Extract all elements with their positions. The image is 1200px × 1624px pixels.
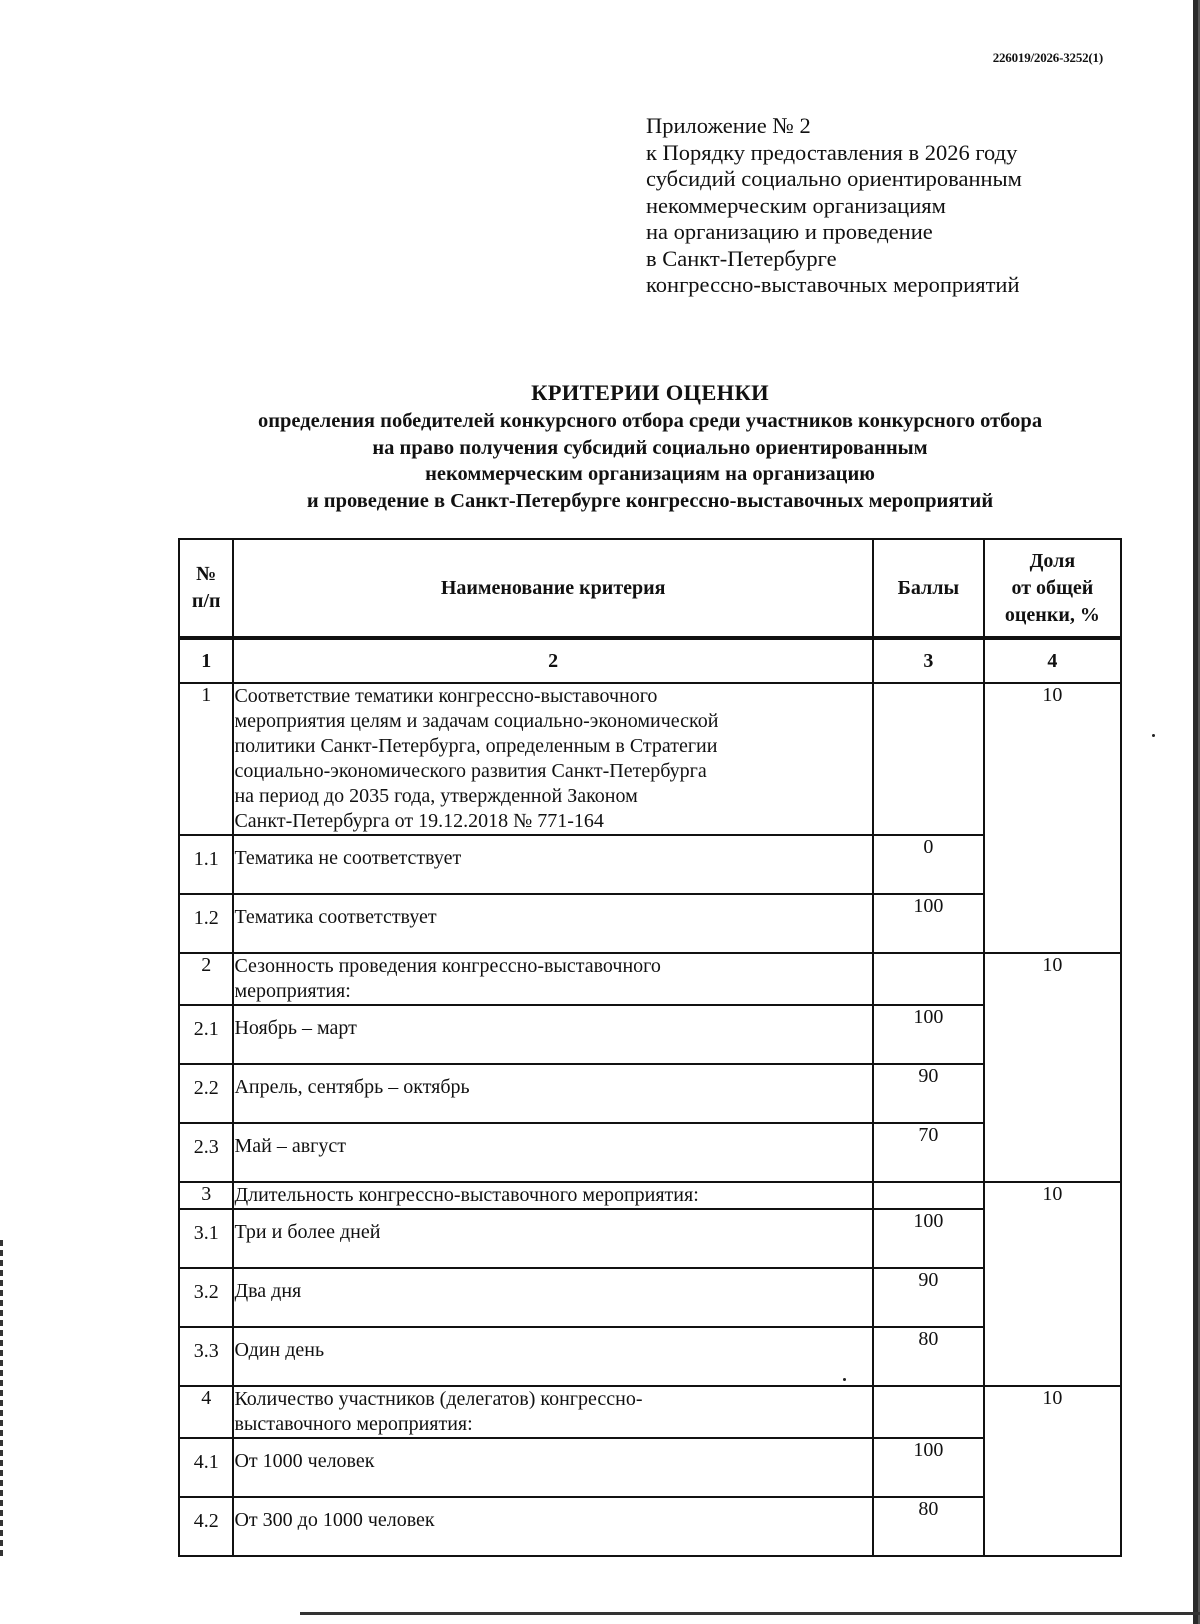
item-num: 1.1	[179, 835, 233, 894]
appendix-line: конгрессно-выставочных мероприятий	[646, 272, 1020, 297]
title-line: определения победителей конкурсного отбора среди участников конкурсного отбора	[257, 410, 1043, 432]
criterion-num: 2	[179, 953, 233, 1005]
item-name: Один день	[233, 1327, 872, 1386]
criterion-points	[873, 1386, 984, 1438]
header-num	[179, 539, 233, 638]
column-number: 3	[873, 638, 984, 683]
criterion-item-row	[179, 1497, 1121, 1556]
item-name: Тематика соответствует	[233, 894, 872, 953]
appendix-line: к Порядку предоставления в 2026 году	[646, 139, 1018, 165]
criterion-name	[233, 683, 872, 835]
criterion-item-row	[179, 1064, 1121, 1123]
item-points: 100	[873, 894, 984, 953]
title-line: некоммерческим организациям на организацию	[425, 463, 875, 485]
criterion-name	[233, 1386, 872, 1438]
criterion-item-row	[179, 1123, 1121, 1182]
criterion-share: 10	[984, 1182, 1121, 1386]
header-name: Наименование критерия	[233, 539, 872, 638]
criterion-item-row	[179, 894, 1121, 953]
criterion-num: 3	[179, 1182, 233, 1209]
item-points: 100	[873, 1438, 984, 1497]
item-points: 100	[873, 1209, 984, 1268]
criterion-share: 10	[984, 683, 1121, 953]
item-name: Май – август	[233, 1123, 872, 1182]
appendix-line: в Санкт-Петербурге	[646, 245, 837, 271]
column-number: 1	[179, 638, 233, 683]
header-num-line: №	[196, 563, 217, 585]
criterion-name-line: выставочного мероприятия:	[234, 1413, 473, 1435]
appendix-line: субсидий социально ориентированным	[646, 166, 1022, 191]
criterion-item-row	[179, 1327, 1121, 1386]
scan-edge-left	[0, 1240, 3, 1560]
item-points: 90	[873, 1064, 984, 1123]
criterion-row	[179, 683, 1121, 835]
appendix-line: Приложение № 2	[646, 113, 811, 138]
item-points: 70	[873, 1123, 984, 1182]
header-share	[984, 539, 1121, 638]
title-line: и проведение в Санкт-Петербурге конгрессно-выставочных мероприятий	[306, 489, 994, 512]
item-num: 2.2	[179, 1064, 233, 1123]
criterion-item-row	[179, 1438, 1121, 1497]
criterion-points	[873, 953, 984, 1005]
criterion-points	[873, 683, 984, 835]
appendix-block	[646, 113, 1022, 299]
criterion-name-line: мероприятия целям и задачам социально-экономической	[234, 710, 719, 732]
item-name: От 300 до 1000 человек	[233, 1497, 872, 1556]
column-numbers-row	[179, 638, 1121, 683]
criterion-name-line: Количество участников (делегатов) конгрессно-	[234, 1388, 643, 1410]
criterion-item-row	[179, 1268, 1121, 1327]
appendix-line: на организацию и проведение	[646, 219, 933, 244]
criterion-name-line: на период до 2035 года, утвержденной Законом	[234, 785, 638, 807]
item-num: 4.2	[179, 1497, 233, 1556]
criterion-name-line: Длительность конгрессно-выставочного мероприятия:	[234, 1184, 699, 1206]
item-name: Тематика не соответствует	[233, 835, 872, 894]
criterion-name-line: Сезонность проведения конгрессно-выставочного	[234, 955, 661, 977]
criterion-name-line: политики Санкт-Петербурга, определенным в Стратегии	[234, 735, 718, 757]
criterion-row	[179, 1386, 1121, 1438]
scan-edge-right	[1190, 0, 1200, 1624]
criterion-item-row	[179, 835, 1121, 894]
item-num: 4.1	[179, 1438, 233, 1497]
item-num: 3.2	[179, 1268, 233, 1327]
criterion-num: 4	[179, 1386, 233, 1438]
criterion-points	[873, 1182, 984, 1209]
criterion-name	[233, 1182, 872, 1209]
scan-line-bottom	[300, 1612, 1200, 1615]
appendix-line: некоммерческим организациям	[646, 192, 946, 218]
criterion-name-line: Санкт-Петербурга от 19.12.2018 № 771-164	[234, 810, 604, 832]
item-name: От 1000 человек	[233, 1438, 872, 1497]
item-num: 2.3	[179, 1123, 233, 1182]
item-num: 3.3	[179, 1327, 233, 1386]
criterion-num: 1	[179, 683, 233, 835]
header-share-line: Доля	[1029, 549, 1076, 572]
item-points: 0	[873, 835, 984, 894]
criterion-row	[179, 1182, 1121, 1209]
header-share-line: оценки, %	[1004, 603, 1100, 626]
item-num: 3.1	[179, 1209, 233, 1268]
title-line: на право получения субсидий социально ориентированным	[372, 436, 928, 459]
item-name: Три и более дней	[233, 1209, 872, 1268]
header-share-line: от общей	[1011, 576, 1094, 599]
item-points: 90	[873, 1268, 984, 1327]
column-number: 4	[984, 638, 1121, 683]
item-points: 100	[873, 1005, 984, 1064]
criteria-table	[178, 538, 1122, 1557]
item-name: Ноябрь – март	[233, 1005, 872, 1064]
criterion-item-row	[179, 1209, 1121, 1268]
criterion-name-line: мероприятия:	[234, 980, 351, 1002]
item-num: 2.1	[179, 1005, 233, 1064]
item-name: Апрель, сентябрь – октябрь	[233, 1064, 872, 1123]
table-header-row	[179, 539, 1121, 638]
column-number: 2	[233, 638, 872, 683]
item-points: 80	[873, 1327, 984, 1386]
scan-speck	[1152, 734, 1155, 737]
title-main: КРИТЕРИИ ОЦЕНКИ	[531, 380, 769, 405]
item-points: 80	[873, 1497, 984, 1556]
document-title	[120, 378, 1180, 514]
header-points: Баллы	[873, 539, 984, 638]
criterion-name-line: социально-экономического развития Санкт-Петербурга	[234, 760, 707, 782]
header-num-line: п/п	[191, 590, 221, 612]
document-number: 226019/2026-3252(1)	[992, 50, 1103, 65]
item-name: Два дня	[233, 1268, 872, 1327]
criterion-name	[233, 953, 872, 1005]
criterion-share: 10	[984, 1386, 1121, 1556]
criterion-row	[179, 953, 1121, 1005]
criterion-name-line: Соответствие тематики конгрессно-выставочного	[234, 685, 658, 707]
criterion-share: 10	[984, 953, 1121, 1182]
item-num: 1.2	[179, 894, 233, 953]
criterion-item-row	[179, 1005, 1121, 1064]
